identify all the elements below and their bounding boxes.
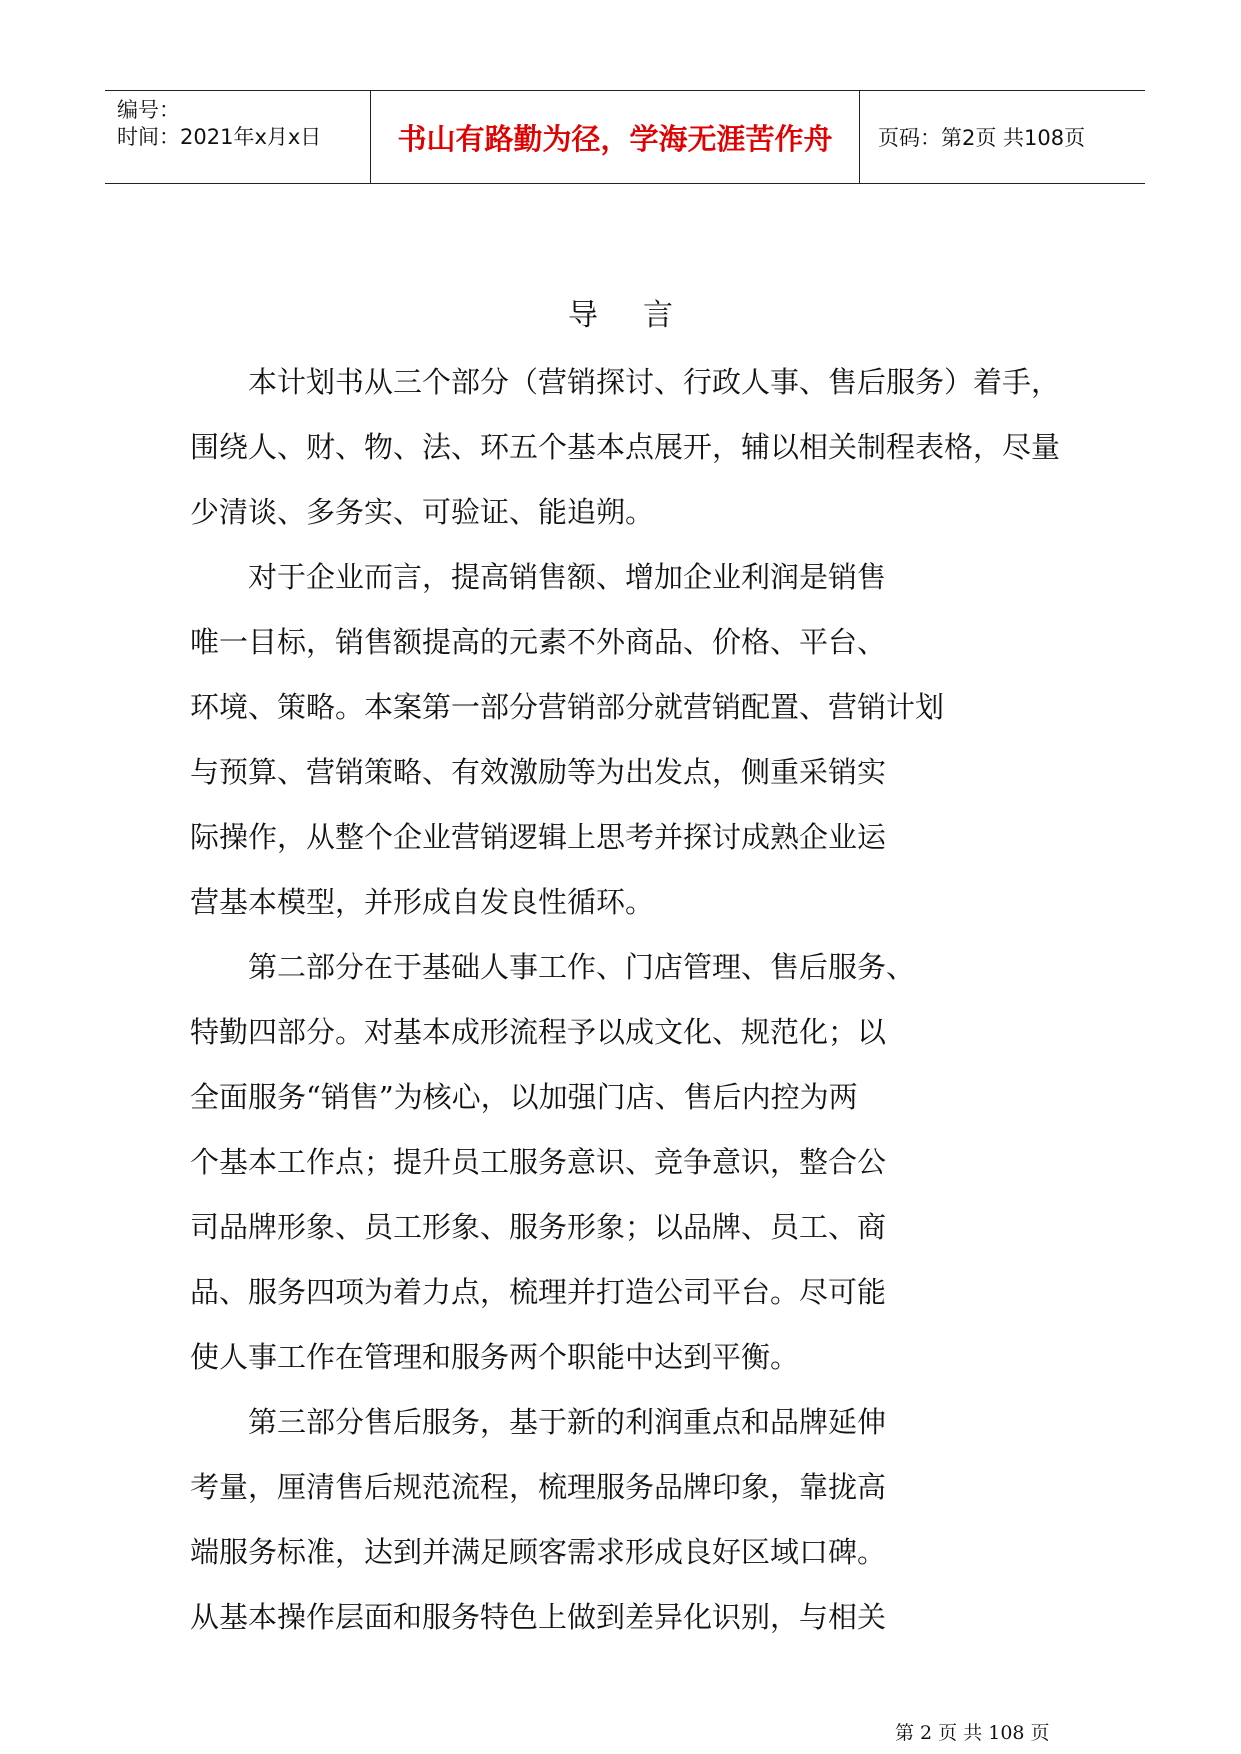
header-page-info: 页码：第2页 共108页 <box>878 126 1086 150</box>
paragraph-line: 特勤四部分。对基本成形流程予以成文化、规范化；以 <box>190 1015 887 1049</box>
paragraph-line: 品、服务四项为着力点，梳理并打造公司平台。尽可能 <box>190 1275 887 1309</box>
paragraph-line: 本计划书从三个部分（营销探讨、行政人事、售后服务）着手， <box>248 365 1061 399</box>
paragraph-line: 全面服务“销售”为核心，以加强门店、售后内控为两 <box>190 1080 858 1114</box>
paragraph-line: 使人事工作在管理和服务两个职能中达到平衡。 <box>190 1340 800 1374</box>
paragraph-line: 环境、策略。本案第一部分营销部分就营销配置、营销计划 <box>190 690 945 724</box>
paragraph-line: 个基本工作点；提升员工服务意识、竞争意识，整合公 <box>190 1145 887 1179</box>
document-number-label: 编号： <box>117 98 180 122</box>
page-footer: 第 2 页 共 108 页 <box>895 1722 1050 1744</box>
paragraph-line: 与预算、营销策略、有效激励等为出发点，侧重采销实 <box>190 755 887 789</box>
paragraph-line: 际操作，从整个企业营销逻辑上思考并探讨成熟企业运 <box>190 820 887 854</box>
document-body <box>190 350 1060 1650</box>
paragraph-line: 第三部分售后服务，基于新的利润重点和品牌延伸 <box>248 1405 887 1439</box>
header-motto: 书山有路勤为径，学海无涯苦作舟 <box>397 121 833 156</box>
paragraph-line: 对于企业而言，提高销售额、增加企业利润是销售 <box>248 560 887 594</box>
paragraph-line: 从基本操作层面和服务特色上做到差异化识别，与相关 <box>190 1600 887 1634</box>
paragraph-line: 端服务标准，达到并满足顾客需求形成良好区域口碑。 <box>190 1535 887 1569</box>
paragraph-line: 考量，厘清售后规范流程，梳理服务品牌印象，靠拢高 <box>190 1470 887 1504</box>
paragraph-line: 唯一目标，销售额提高的元素不外商品、价格、平台、 <box>190 625 887 659</box>
paragraph-line: 第二部分在于基础人事工作、门店管理、售后服务、 <box>248 950 916 984</box>
paragraph-line: 围绕人、财、物、法、环五个基本点展开，辅以相关制程表格，尽量 <box>190 430 1061 464</box>
document-time-label: 时间：2021年x月x日 <box>117 125 322 149</box>
page-title: 导言 <box>568 298 718 333</box>
header-info-cell <box>105 91 370 183</box>
page-header <box>105 90 1145 184</box>
paragraph-line: 司品牌形象、员工形象、服务形象；以品牌、员工、商 <box>190 1210 887 1244</box>
paragraph-line: 营基本模型，并形成自发良性循环。 <box>190 885 655 919</box>
paragraph-line: 少清谈、多务实、可验证、能追朔。 <box>190 495 655 529</box>
